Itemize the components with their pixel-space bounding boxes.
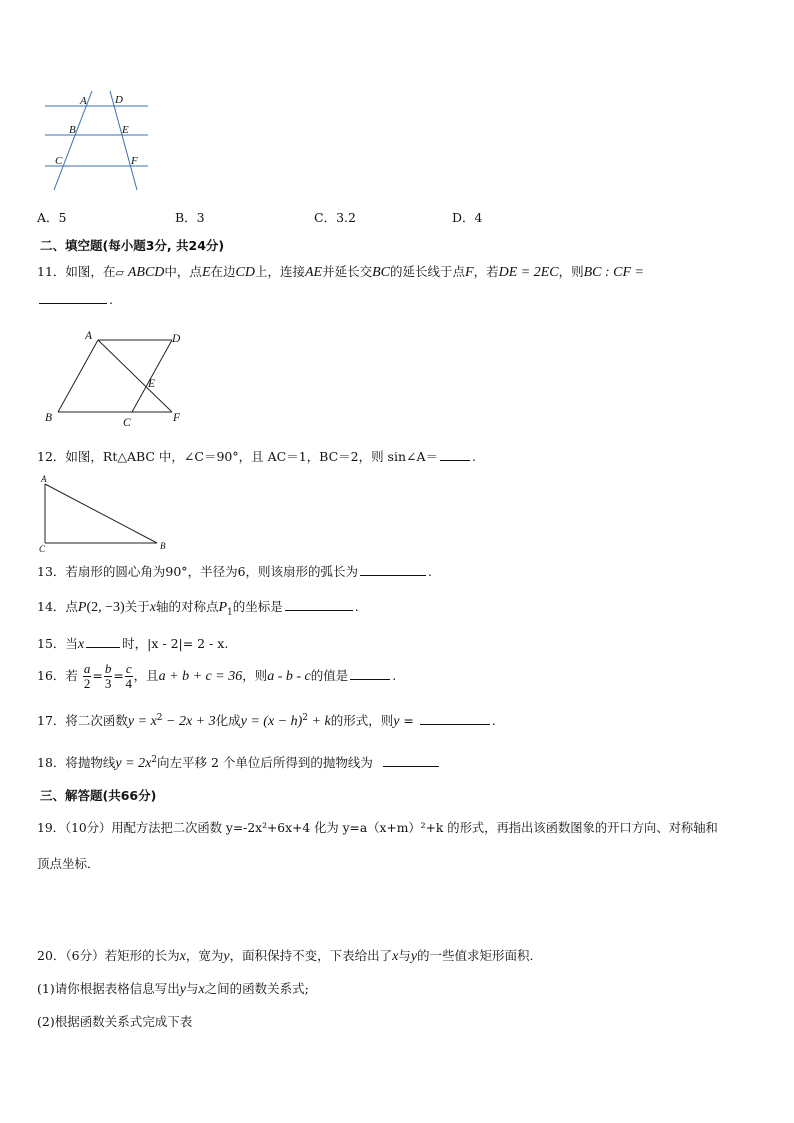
question-12: 12．如图，Rt△ABC 中，∠C＝90°，且 AC＝1，BC＝2，则 sin∠A＝ . [37,449,477,464]
label-A: A [85,330,93,342]
label-B: B [45,412,53,424]
question-19-line-2: 顶点坐标． [37,856,100,871]
label-E: E [148,378,156,390]
label-D: D [115,94,123,106]
label-C: C [39,544,46,553]
section-3-title: 三、解答题(共66分) [40,788,157,803]
fraction-c-4: $\frac{c}{4}$ [125,661,132,691]
section-2-title: 二、填空题(每小题3分, 共24分) [40,238,225,253]
question-11: 11．如图，在▱ ABCD中，点E在边CD上，连接AE并延长交BC的延长线于点F，若DE = 2EC，则BC : CF = [37,264,644,280]
label-B: B [160,541,166,551]
question-18: 18．将抛物线$y = 2x^2$向左平移 2 个单位后所得到的抛物线为 [37,753,441,772]
label-C: C [123,417,131,429]
label-F: F [173,412,181,424]
question-16: 16．若 $\frac{a}{2}$ = $\frac{b}{3}$ = $\frac{c}{4}$ ，且a + b + c = 36，则a - b - c的值是 . [37,661,397,691]
question-20: 20．（6分）若矩形的长为x，宽为y，面积保持不变，下表给出了x与y的一些值求矩形面积. [37,948,534,964]
parallelogram-icon: ▱ [115,266,124,279]
question-17: 17．将二次函数$y = x^2 - 2x + 3$化成$y = (x - h)^2 + k$的形式，则y = . [37,712,496,729]
question-20-part-2: (2)根据函数关系式完成下表 [37,1014,193,1029]
label-C: C [55,155,63,167]
label-D: D [172,333,181,345]
option-c: C．3.2 [314,210,356,225]
question-20-part-1: (1)请你根据表格信息写出y与x之间的函数关系式; [37,981,309,997]
option-d: D．4 [452,210,483,225]
question-13: 13．若扇形的圆心角为90°，半径为6，则该扇形的弧长为 . [37,564,433,579]
parallelogram-figure [38,325,188,430]
label-F: F [131,155,138,167]
fraction-a-2: $\frac{a}{2}$ [83,661,91,691]
label-E: E [122,124,129,136]
right-triangle-figure [36,473,171,553]
option-a: A．5 [37,210,67,225]
label-A: A [80,95,87,107]
label-A: A [41,474,47,484]
question-15: 15．当x 时，|x - 2|= 2 - x. [37,636,229,652]
question-14: 14．点P(2, −3)关于x轴的对称点$P_1$的坐标是 . [37,599,359,618]
label-B: B [69,124,76,136]
option-b: B．3 [175,210,205,225]
question-19-line-1: 19．（10分）用配方法把二次函数 y=-2x²+6x+4 化为 y=a（x+m）²+k 的形式，再指出该函数图象的开口方向、对称轴和 [37,821,718,835]
parallel-lines-figure [40,88,155,193]
question-11-answer-line: . [37,292,113,307]
fraction-b-3: $\frac{b}{3}$ [104,661,112,691]
